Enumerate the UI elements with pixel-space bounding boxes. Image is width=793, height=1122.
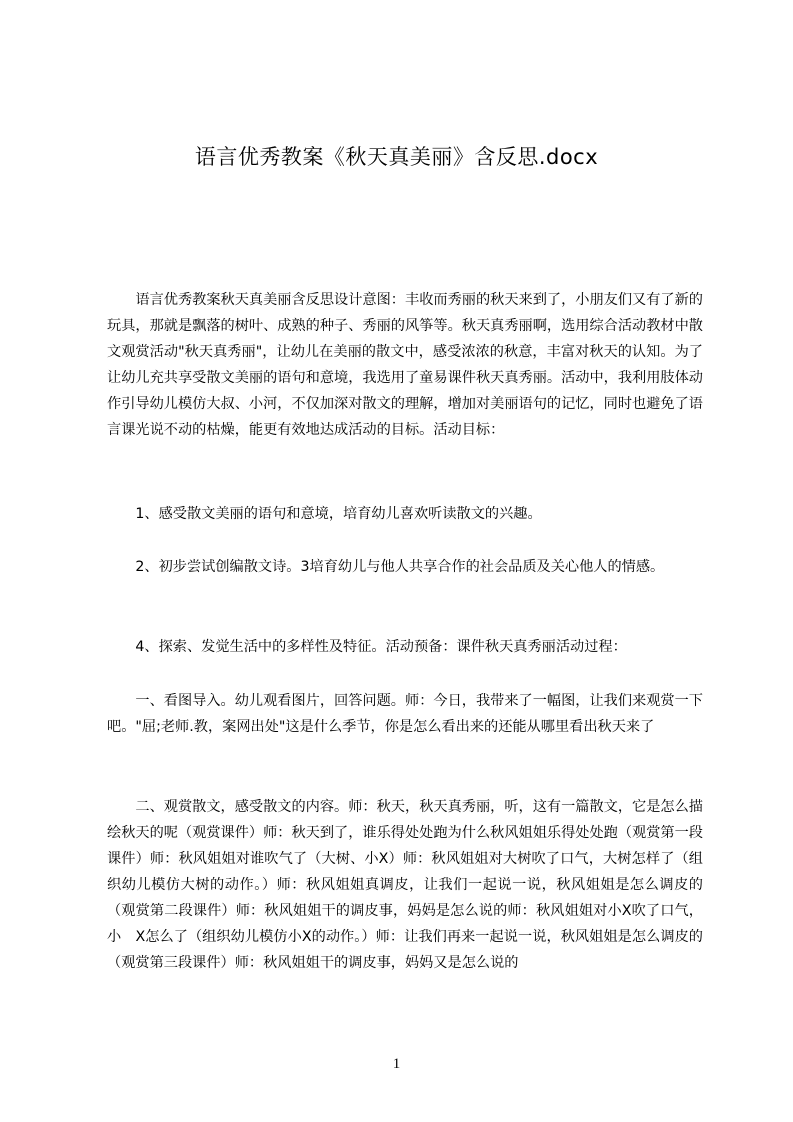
paragraph-step-1: 一、看图导入。幼儿观看图片，回答问题。师：今日，我带来了一幅图，让我们来观赏一下吧。"屈;老师.教，案网出处"这是什么季节，你是怎么看出来的还能从哪里看出秋天来了 bbox=[107, 693, 703, 735]
paragraph-goal-1: 1、感受散文美丽的语句和意境，培育幼儿喜欢听读散文的兴趣。 bbox=[135, 506, 542, 522]
page-number: 1 bbox=[392, 1056, 401, 1072]
document-title: 语言优秀教案《秋天真美丽》含反思.docx bbox=[194, 145, 599, 169]
paragraph-design-intent: 语言优秀教案秋天真美丽含反思设计意图：丰收而秀丽的秋天来到了，小朋友们又有了新的玩具，那就是飘落的树叶、成熟的种子、秀丽的风筝等。秋天真秀丽啊，选用综合活动教材中散文观赏活动"秋天真秀丽"，让幼儿在美丽的散文中，感受浓浓的秋意，丰富对秋天的认知。为了让幼儿充共享受散文美丽的语句和意境，我选用了童易课件秋天真秀丽。活动中，我利用肢体动作引导幼儿模仿大叔、小河，不仅加深对散文的理解，增加对美丽语句的记忆，同时也避免了语言课光说不动的枯燥，能更有效地达成活动的目标。活动目标： bbox=[107, 292, 703, 438]
paragraph-step-2: 二、观赏散文，感受散文的内容。师：秋天，秋天真秀丽，听，这有一篇散文，它是怎么描绘秋天的呢（观赏课件）师：秋天到了，谁乐得处处跑为什么秋风姐姐乐得处处跑（观赏第一段课件）师：秋风姐姐对谁吹气了（大树、小X）师：秋风姐姐对大树吹了口气，大树怎样了（组织幼儿模仿大树的动作。）师：秋风姐姐真调皮，让我们一起说一说，秋风姐姐是怎么调皮的（观赏第二段课件）师：秋风姐姐干的调皮事，妈妈是怎么说的师：秋风姐姐对小X吹了口气，小 X怎么了（组织幼儿模仿小X的动作。）师：让我们再来一起说一说，秋风姐姐是怎么调皮的（观赏第三段课件）师：秋风姐姐干的调皮事，妈妈又是怎么说的 bbox=[107, 799, 703, 971]
paragraph-goal-4: 4、探索、发觉生活中的多样性及特征。活动预备：课件秋天真秀丽活动过程： bbox=[135, 639, 627, 655]
paragraph-goal-2-3: 2、初步尝试创编散文诗。3培育幼儿与他人共享合作的社会品质及关心他人的情感。 bbox=[135, 559, 665, 575]
